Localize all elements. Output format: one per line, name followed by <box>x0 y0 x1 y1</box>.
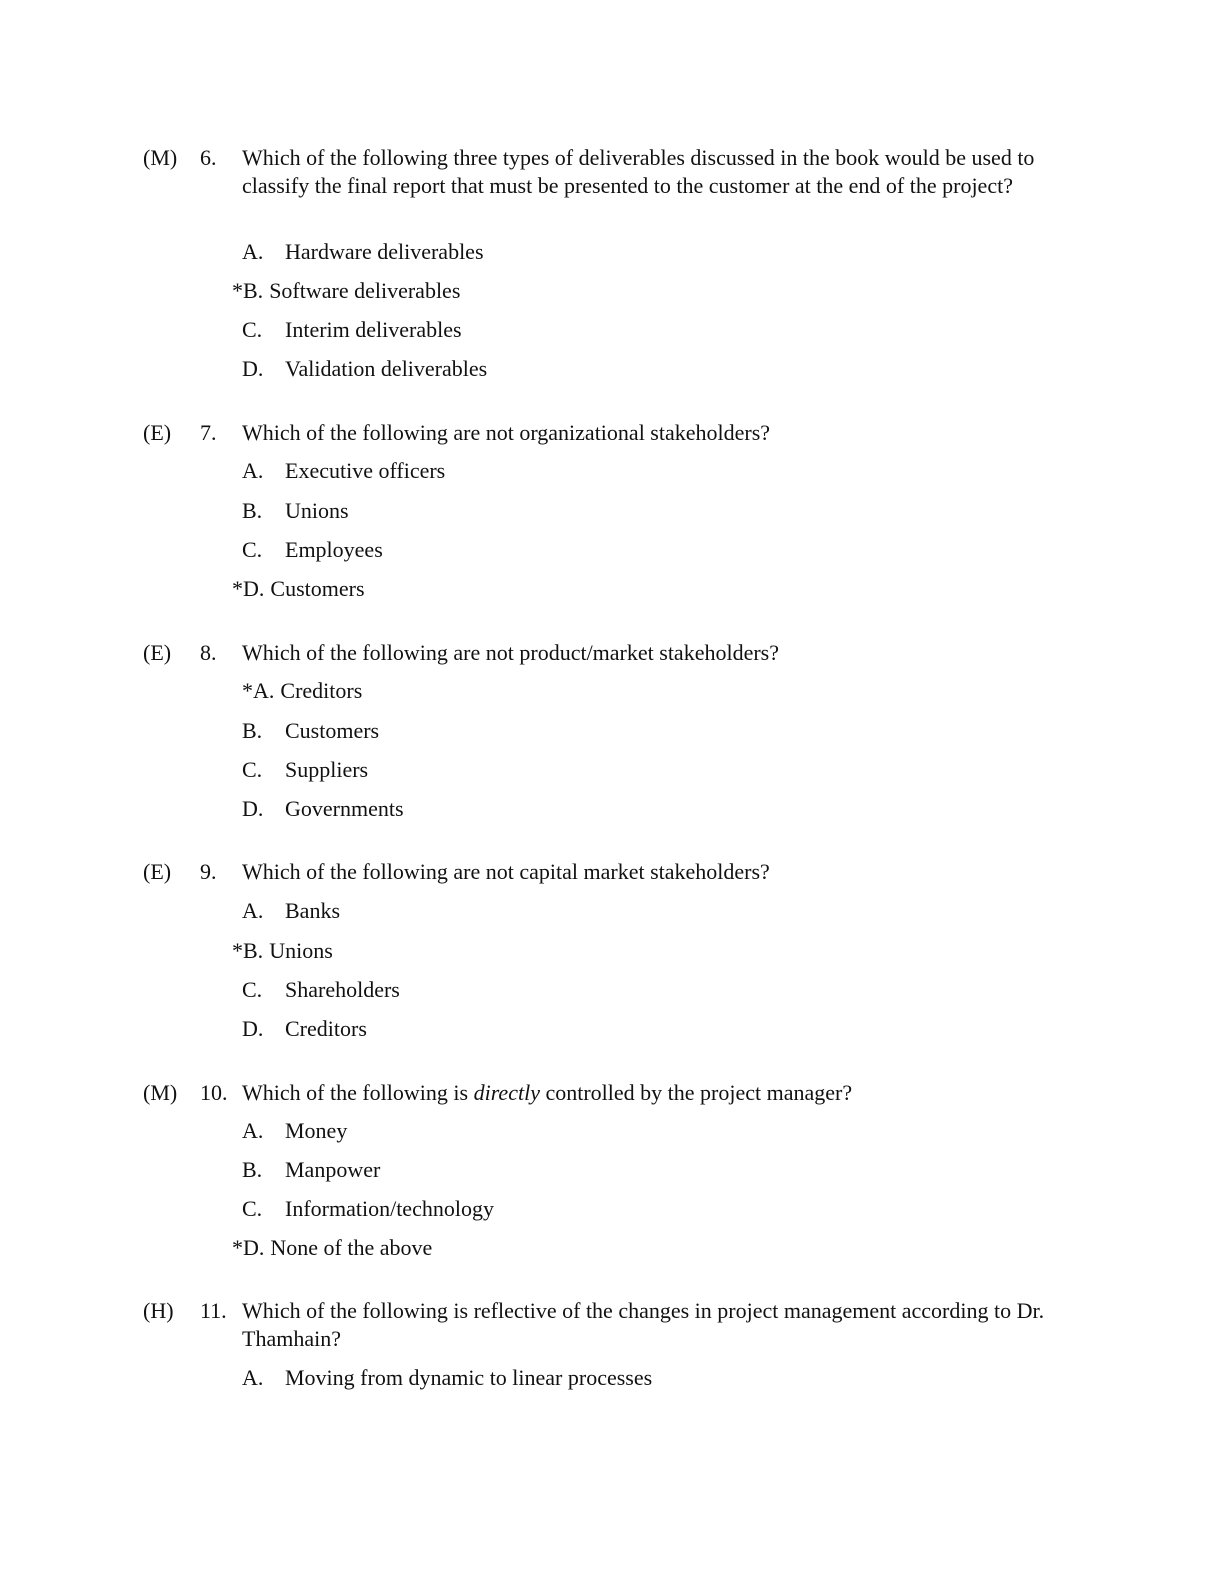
question-number: 10. <box>200 1080 228 1105</box>
option-text: Moving from dynamic to linear processes <box>285 1365 653 1390</box>
question-text-end: controlled by the project manager? <box>539 1080 853 1105</box>
option-text: Unions <box>269 938 333 963</box>
option-letter: D. <box>242 796 264 821</box>
option-text: Unions <box>285 498 349 523</box>
question-text-start: Which of the following is <box>242 1080 474 1105</box>
option-letter: *D. <box>232 576 265 601</box>
option-text: Money <box>285 1118 348 1143</box>
option-text: Employees <box>285 537 383 562</box>
option-a <box>242 1117 347 1145</box>
option-text: Shareholders <box>285 977 400 1002</box>
option-letter: C. <box>242 977 263 1002</box>
difficulty-label: (E) <box>143 859 172 884</box>
option-letter: B. <box>242 718 263 743</box>
option-letter: C. <box>242 1196 263 1221</box>
option-letter: A. <box>242 458 264 483</box>
question-text: Which of the following three types of deliverables discussed in the book would be used to classify the final report that must be presented to the customer at the end of the project? <box>242 145 1035 198</box>
option-c <box>242 756 368 784</box>
option-letter: C. <box>242 317 263 342</box>
question-number: 6. <box>200 145 217 170</box>
option-text: None of the above <box>270 1235 433 1260</box>
option-d-correct <box>232 1234 432 1262</box>
option-a <box>242 238 484 266</box>
option-c <box>242 316 462 344</box>
question-text: Which of the following are not product/market stakeholders? <box>242 640 779 665</box>
option-letter: A. <box>242 898 264 923</box>
option-letter: B. <box>242 498 263 523</box>
option-letter: D. <box>242 356 264 381</box>
difficulty-label: (H) <box>143 1298 174 1323</box>
question-text: Which of the following are not organizational stakeholders? <box>242 420 771 445</box>
question-number: 8. <box>200 640 217 665</box>
option-b <box>242 1156 380 1184</box>
option-text: Interim deliverables <box>285 317 462 342</box>
option-text: Manpower <box>285 1157 381 1182</box>
option-a <box>242 1364 652 1392</box>
option-letter: *B. <box>232 938 264 963</box>
option-b-correct <box>232 277 460 305</box>
option-c <box>242 1195 494 1223</box>
question-text: Which of the following are not capital market stakeholders? <box>242 859 770 884</box>
option-d <box>242 795 404 823</box>
question-text <box>242 1079 1072 1107</box>
option-text: Creditors <box>280 678 363 703</box>
question-number: 7. <box>200 420 217 445</box>
option-letter: *B. <box>232 278 264 303</box>
option-letter: C. <box>242 537 263 562</box>
option-text: Customers <box>270 576 365 601</box>
option-c <box>242 976 400 1004</box>
option-b <box>242 497 349 525</box>
option-text: Customers <box>285 718 380 743</box>
option-text: Governments <box>285 796 404 821</box>
difficulty-label: (E) <box>143 640 172 665</box>
difficulty-label: (E) <box>143 420 172 445</box>
option-letter: A. <box>242 1365 264 1390</box>
question-number: 11. <box>200 1298 227 1323</box>
option-text: Suppliers <box>285 757 369 782</box>
option-text: Information/technology <box>285 1196 494 1221</box>
option-letter: D. <box>242 1016 264 1041</box>
option-a-correct <box>242 677 362 705</box>
option-letter: C. <box>242 757 263 782</box>
option-text: Creditors <box>285 1016 367 1041</box>
option-text: Banks <box>285 898 340 923</box>
option-letter: A. <box>242 239 264 264</box>
difficulty-label: (M) <box>143 1080 178 1105</box>
option-b <box>242 717 379 745</box>
option-text: Executive officers <box>285 458 446 483</box>
question-text-emphasis: directly <box>473 1080 540 1105</box>
option-d <box>242 1015 367 1043</box>
option-letter: A. <box>242 1118 264 1143</box>
option-letter: *D. <box>232 1235 265 1260</box>
option-d-correct <box>232 575 365 603</box>
option-letter: B. <box>242 1157 263 1182</box>
option-d <box>242 355 487 383</box>
difficulty-label: (M) <box>143 145 178 170</box>
option-text: Software deliverables <box>269 278 461 303</box>
question-text: Which of the following is reflective of the changes in project management according to Dr. Thamhain? <box>242 1298 1045 1351</box>
option-a <box>242 457 445 485</box>
option-text: Validation deliverables <box>285 356 488 381</box>
option-letter: *A. <box>242 678 275 703</box>
option-a <box>242 897 340 925</box>
option-text: Hardware deliverables <box>285 239 484 264</box>
option-c <box>242 536 383 564</box>
question-number: 9. <box>200 859 217 884</box>
option-b-correct <box>232 937 333 965</box>
